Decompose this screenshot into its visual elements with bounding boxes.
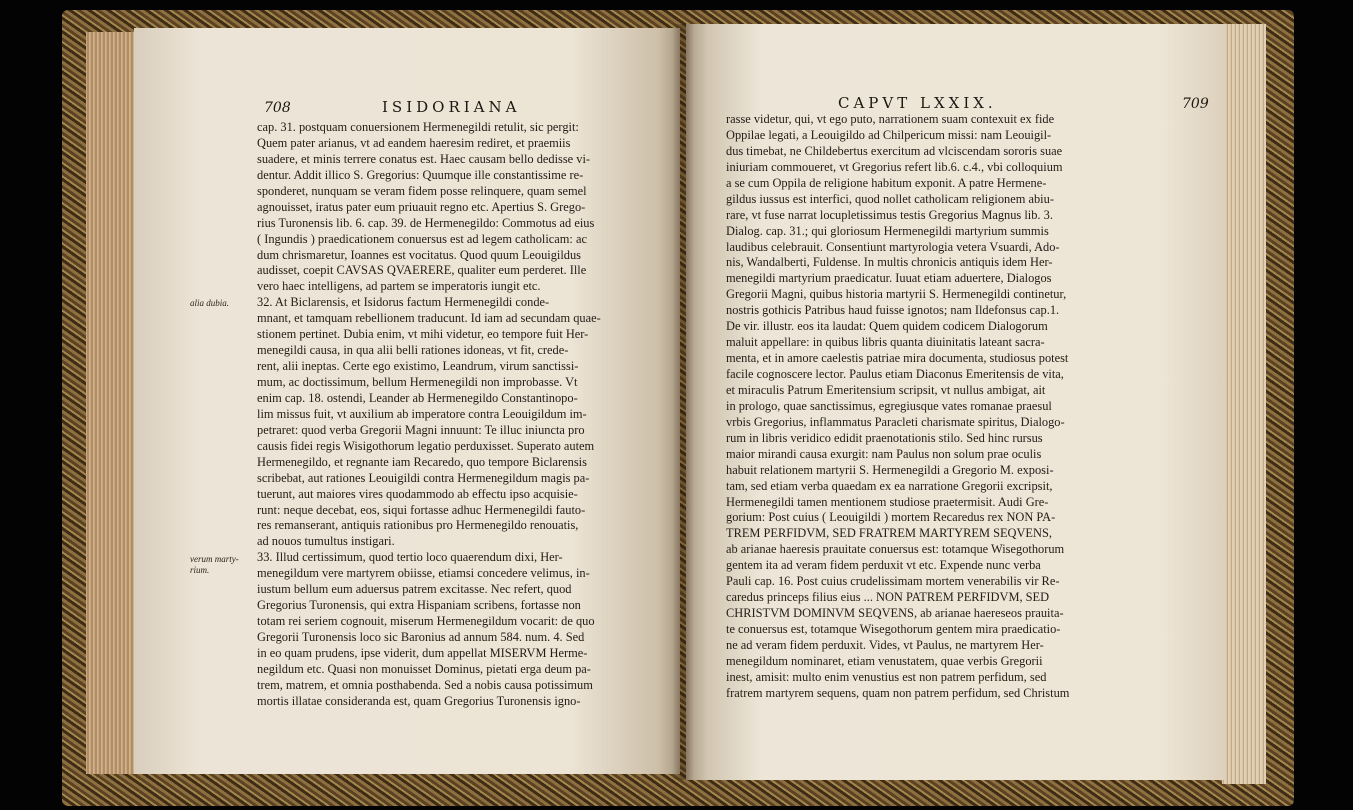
text-line: ad nouos tumultus instigari. [257,534,395,549]
text-line: fratrem martyrem sequens, quam non patrem perfidum, sed Christum [726,685,1070,700]
text-line: ab arianae haeresis prauitate conuersus est: totamque Wisegothorum [726,542,1065,557]
text-line: audisset, coepit CAVSAS QVAERERE, qualiter eum perderet. Ille [257,263,587,278]
text-line: Quem pater arianus, vt ad eandem haeresim rediret, et praemiis [257,135,571,150]
text-line: mum, ac doctissimum, bellum Hermenegildi non improbasse. Vt [257,375,578,389]
text-line: nis, Wandalberti, Fuldense. In multis chronicis antiquis idem Her- [726,255,1053,270]
text-line: nostris gothicis Patribus haud fuisse ignotos; nam Ildefonsus cap.1. [726,303,1060,318]
text-line: res remanserant, antiquis rationibus pro Hermenegildo renouatis, [257,518,579,533]
text-line: stionem pertinet. Dubia enim, vt mihi videtur, eo tempore fuit Her- [257,327,589,342]
text-line: totam rei seriem cognouit, miserum Hermenegildum vocarit: de quo [257,614,595,629]
text-line: Hermenegildo, et regnante iam Recaredo, quo tempore Biclarensis [257,454,587,469]
text-line: menegildi martyrium praedicatur. Iuuat etiam aduertere, Dialogos [726,271,1052,286]
text-line: Gregorii Magni, quibus historia martyrii S. Hermenegildi continetur, [726,287,1067,302]
book-gutter [672,24,694,780]
text-line: enim cap. 18. ostendi, Leander ab Hermenegildo Constantinopo- [257,390,578,405]
text-line: mortis illatae consideranda est, quam Gregorius Turonensis igno- [257,693,581,708]
text-line: facile cognoscere lector. Paulus etiam Diaconus Emeritensis de vita, [726,367,1064,381]
text-line: rum in libris veridico edidit praenotationis stilo. Sed hinc rursus [726,430,1043,445]
text-line: Gregorii Turonensis loco sic Baronius ad annum 584. num. 4. Sed [257,630,585,644]
text-line: trem, matrem, et omnia posthabenda. Sed a nobis causa potissimum [257,677,593,692]
text-line: gildus iussus est interfici, quod nollet catholicam religionem abiu- [726,191,1054,206]
text-line: negildum etc. Quasi non monuisset Dominus, pietati erga deum pa- [257,661,591,676]
text-line: dus timebat, ne Childebertus exercitum ad vlciscendam sororis suae [726,143,1063,158]
text-line: runt: neque decebat, eos, siqui fortasse adhuc Hermenegildi fauto- [257,502,586,517]
text-line: laudibus celebrauit. Consentiunt martyrologia vetera Vsuardi, Ado- [726,239,1060,254]
text-line: iniuriam commoueret, vt Gregorius refert lib.6. c.4., vbi colloquium [726,159,1063,174]
text-line: petraret: quod verba Gregorii Magni innuunt: Te illuc iniuncta pro [257,422,585,437]
margin-note: alia dubia. [190,298,230,309]
text-line: 32. At Biclarensis, et Isidorus factum Hermenegildi conde- [257,295,550,310]
left-page-edges [86,32,138,774]
text-line: Pauli cap. 16. Post cuius crudelissimam mortem venerabilis vir Re- [726,574,1060,589]
text-line: rent, alii ineptas. Certe ego existimo, Leandrum, virum sanctissi- [257,359,579,374]
text-line: menegildum nominaret, etiam venustatem, quae verbis Gregorii [726,653,1043,668]
text-line: lim missus fuit, vt auxilium ab imperatore contra Leouigildum im- [257,406,587,421]
text-line: rare, vt fuse narrat locupletissimus testis Gregorius Magnus lib. 3. [726,207,1053,222]
text-line: causis fidei regis Wisigothorum legatio perduxisset. Superato autem [257,438,595,453]
text-line: ne ad veram fidem perduxit. Vides, vt Paulus, ne martyrem Her- [726,637,1044,652]
text-line: sponderet, nunquam se veram fidem posse relinquere, quam semel [257,183,587,198]
text-line: tuerunt, aut maiores vires quodammodo ab effectu ipso acquisie- [257,486,578,501]
text-line: mnant, et tamquam rebellionem traducunt. Id iam ad secundam quae- [257,311,601,326]
text-line: Gregorius Turonensis, qui extra Hispaniam scribens, fortasse non [257,598,581,613]
right-page-number: 709 [1182,96,1209,112]
text-line: et miraculis Patrum Emeritensium scripsit, vt nullus ambigat, ait [726,382,1046,397]
text-line: agnouisset, iratus pater eum priuauit regno etc. Apertius S. Grego- [257,199,586,214]
text-line: Dialog. cap. 31.; qui gloriosum Hermenegildi martyrium summis [726,223,1049,238]
left-page-number: 708 [264,100,291,116]
text-line: tam, sed etiam verba quaedam ex ea narratione Gregorii excripsit, [726,478,1053,493]
right-page [686,24,1226,780]
text-line: menegildi causa, in qua alii belli rationes idoneas, vt fit, crede- [257,343,569,358]
text-line: menegildum vere martyrem obiisse, etiamsi concedere velimus, in- [257,566,590,581]
text-line: Hermenegildi tamen mentionem studiose praetermisit. Audi Gre- [726,494,1049,509]
text-line: maior mirandi causa exurgit: nam Paulus non solum prae oculis [726,446,1042,461]
left-text-column [257,120,655,710]
text-line: Oppilae legati, a Leouigildo ad Chilpericum missi: nam Leouigil- [726,127,1052,142]
text-line: vrbis Gregorius, inflammatus Paracleti charismate spiritus, Dialogo- [726,414,1065,429]
text-line: gorium: Post cuius ( Leouigildi ) mortem Recaredus rex NON PA- [726,510,1056,525]
text-line: maluit appellare: in quibus libris quanta diuinitatis lateant sacra- [726,335,1045,350]
text-line: 33. Illud certissimum, quod tertio loco quaerendum dixi, Her- [257,550,563,565]
text-line: a se cum Oppila de religione habitum exponit. A patre Hermene- [726,175,1047,190]
text-line: in prologo, quae sanctissimus, egregiusque vates romanae praesul [726,398,1052,413]
text-line: vero haec intelligens, ad partem se imperatoris iungit etc. [257,279,541,294]
left-running-title: ISIDORIANA [382,98,521,116]
text-line: caredus princeps filius eius ... NON PATREM PERFIDVM, SED [726,590,1050,605]
text-line: dentur. Addit illico S. Gregorius: Quumque ille constantissime re- [257,167,584,182]
left-page [134,28,680,774]
text-line: suadere, et minis terrere conatus est. Haec causam bello dedisse vi- [257,151,591,166]
text-line: cap. 31. postquam conuersionem Hermenegildi retulit, sic pergit: [257,120,579,134]
text-line: iustum bellum eum aduersus patrem excitasse. Nec refert, quod [257,582,572,597]
text-line: rasse videtur, qui, vt ego puto, narrationem suam contexuit ex fide [726,112,1055,126]
text-line: menta, et in amore caelestis patriae mira documenta, studiosus potest [726,351,1069,366]
text-line: te conuersus est, totamque Wisegothorum gentem mira praedicatio- [726,622,1061,636]
text-line: gentem ita ad veram fidem perduxit vt etc. Expende nunc verba [726,558,1041,573]
right-page-edges [1222,24,1266,784]
text-line: scribebat, aut rationes Leouigildi contra Hermenegildum magis pa- [257,470,590,485]
right-text-column [726,112,1198,702]
text-line: rius Turonensis lib. 6. cap. 39. de Hermenegildo: Commotus ad eius [257,215,595,230]
text-line: CHRISTVM DOMINVM SEQVENS, ab arianae haereseos prauita- [726,606,1064,621]
right-running-title: CAPVT LXXIX. [838,94,997,112]
text-line: dum chrismaretur, Ioannes est vocitatus. Quod quum Leouigildus [257,247,582,262]
text-line: in eo quam prudens, ipse viderit, dum appellat MISERVM Herme- [257,645,588,660]
margin-note: verum marty- rium. [190,553,239,575]
text-line: habuit relationem martyrii S. Hermenegildi a Gregorio M. exposi- [726,462,1054,477]
text-line: TREM PERFIDVM, SED FRATREM MARTYREM SEQVENS, [726,526,1052,541]
text-line: inest, amisit: multo enim venustius est non patrem perfidum, sed [726,669,1047,684]
text-line: De vir. illustr. eos ita laudat: Quem quidem codicem Dialogorum [726,319,1048,334]
text-line: ( Ingundis ) praedicationem conuersus est ad legem catholicam: ac [257,231,587,246]
